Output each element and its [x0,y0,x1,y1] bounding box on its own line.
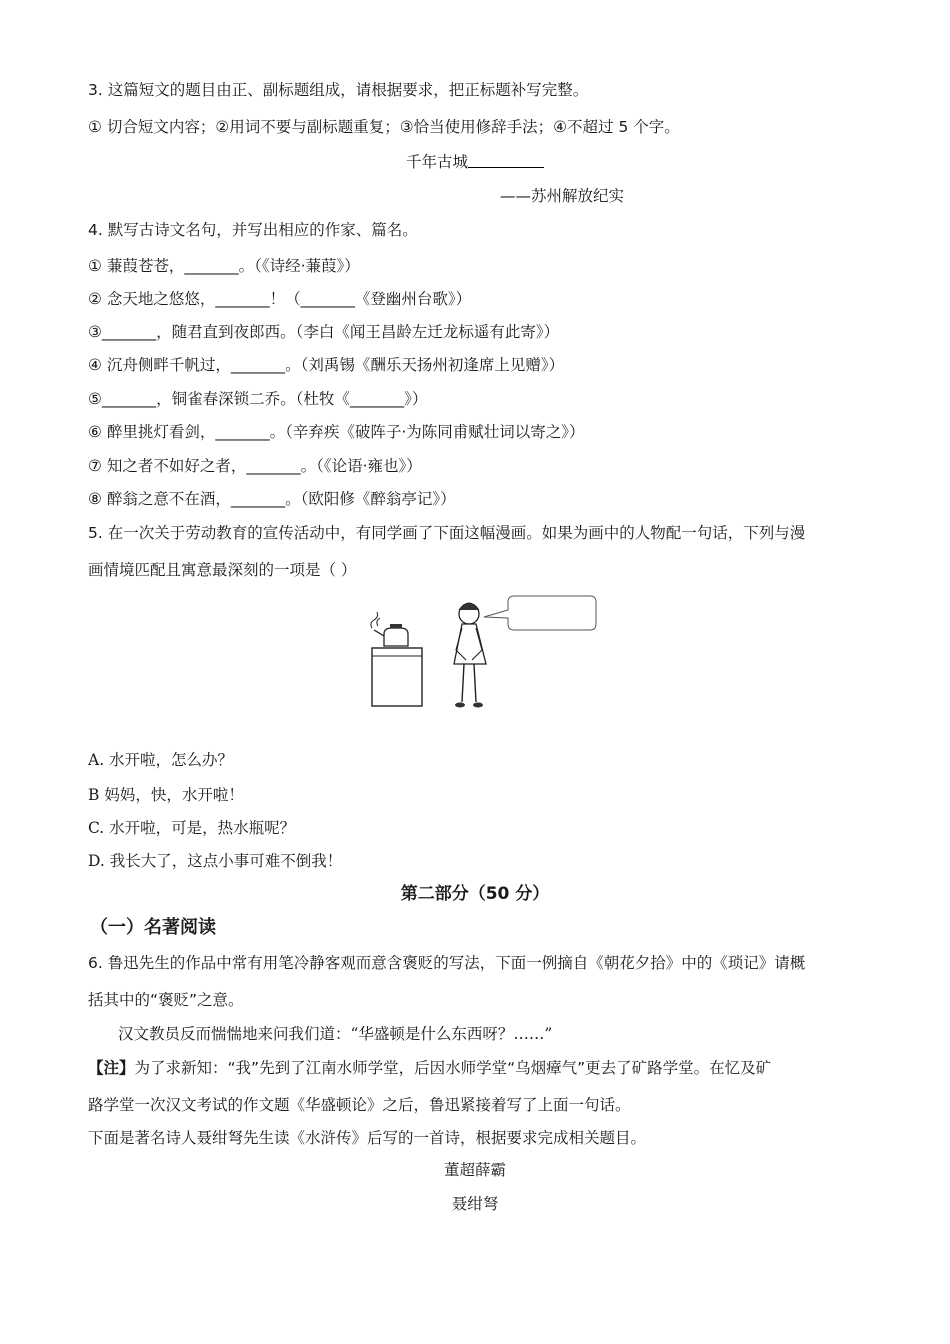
q6-note-line1 [88,1058,771,1078]
q5-option-a: A. 水开啦，怎么办？ [88,751,234,769]
q4-item-6: ⑥ 醉里挑灯看剑，_______。（辛弃疾《破阵子·为陈同甫赋壮词以寄之》） [88,423,585,441]
poem-author: 聂绀弩 [451,1195,499,1213]
q3-prompt: 3. 这篇短文的题目由正、副标题组成，请根据要求，把正标题补写完整。 [88,81,589,99]
poem-intro: 下面是著名诗人聂绀弩先生读《水浒传》后写的一首诗，根据要求完成相关题目。 [88,1129,647,1147]
q3-rules: ① 切合短文内容；②用词不要与副标题重复；③恰当使用修辞手法；④不超过 5 个字。 [88,118,680,136]
girl-dress [454,624,486,664]
note-text: 为了求新知：“我”先到了江南水师学堂，后因水师学堂“乌烟瘴气”更去了矿路学堂。在忆及矿 [134,1059,772,1077]
poem-title: 董超薛霸 [443,1161,506,1179]
speech-bubble [484,596,596,630]
q6-prompt-line2: 括其中的“褒贬”之意。 [88,991,244,1009]
q4-item-2: ② 念天地之悠悠，_______！（_______《登幽州台歌》） [88,290,472,308]
q4-item-8: ⑧ 醉翁之意不在酒，_______。（欧阳修《醉翁亭记》） [88,490,456,508]
q5-prompt-line2: 画情境匹配且寓意最深刻的一项是（ ） [88,561,357,579]
q3-main-title [0,152,950,172]
q4-item-4: ④ 沉舟侧畔千帆过，_______。（刘禹锡《酬乐天扬州初逢席上见赠》） [88,356,565,374]
title-blank[interactable] [468,152,544,168]
kettle [384,628,408,646]
q5-option-b: B 妈妈，快，水开啦！ [88,786,244,804]
q5-option-d: D. 我长大了，这点小事可难不倒我！ [88,852,343,870]
section1-heading: （一）名著阅读 [90,917,216,938]
title-prefix: 千年古城 [405,153,468,171]
stove-cabinet [372,648,422,706]
part2-heading: 第二部分（50 分） [400,884,550,904]
q4-prompt: 4. 默写古诗文名句，并写出相应的作家、篇名。 [88,221,418,239]
q4-item-3: ③_______，随君直到夜郎西。（李白《闻王昌龄左迁龙标遥有此寄》） [88,323,560,341]
q5-prompt-line1: 5. 在一次关于劳动教育的宣传活动中，有同学画了下面这幅漫画。如果为画中的人物配一句话，下列与漫 [88,524,806,542]
q5-option-c: C. 水开啦，可是，热水瓶呢？ [88,819,296,837]
comic-illustration [362,590,602,718]
note-label: 【注】 [88,1059,135,1077]
q4-item-1: ① 蒹葭苍苍，_______。（《诗经·蒹葭》） [88,257,360,275]
q6-prompt-line1: 6. 鲁迅先生的作品中常有用笔冷静客观而意含褒贬的写法，下面一例摘自《朝花夕拾》中的《琐记》请概 [88,954,806,972]
q4-item-5: ⑤_______，铜雀春深锁二乔。（杜牧《_______》） [88,390,428,408]
q4-item-7: ⑦ 知之者不如好之者，_______。（《论语·雍也》） [88,457,422,475]
q6-note-line2: 路学堂一次汉文考试的作文题《华盛顿论》之后，鲁迅紧接着写了上面一句话。 [88,1096,631,1114]
q6-quote: 汉文教员反而惴惴地来问我们道：“华盛顿是什么东西呀？……” [118,1025,553,1043]
q3-subtitle: ——苏州解放纪实 [500,187,625,205]
